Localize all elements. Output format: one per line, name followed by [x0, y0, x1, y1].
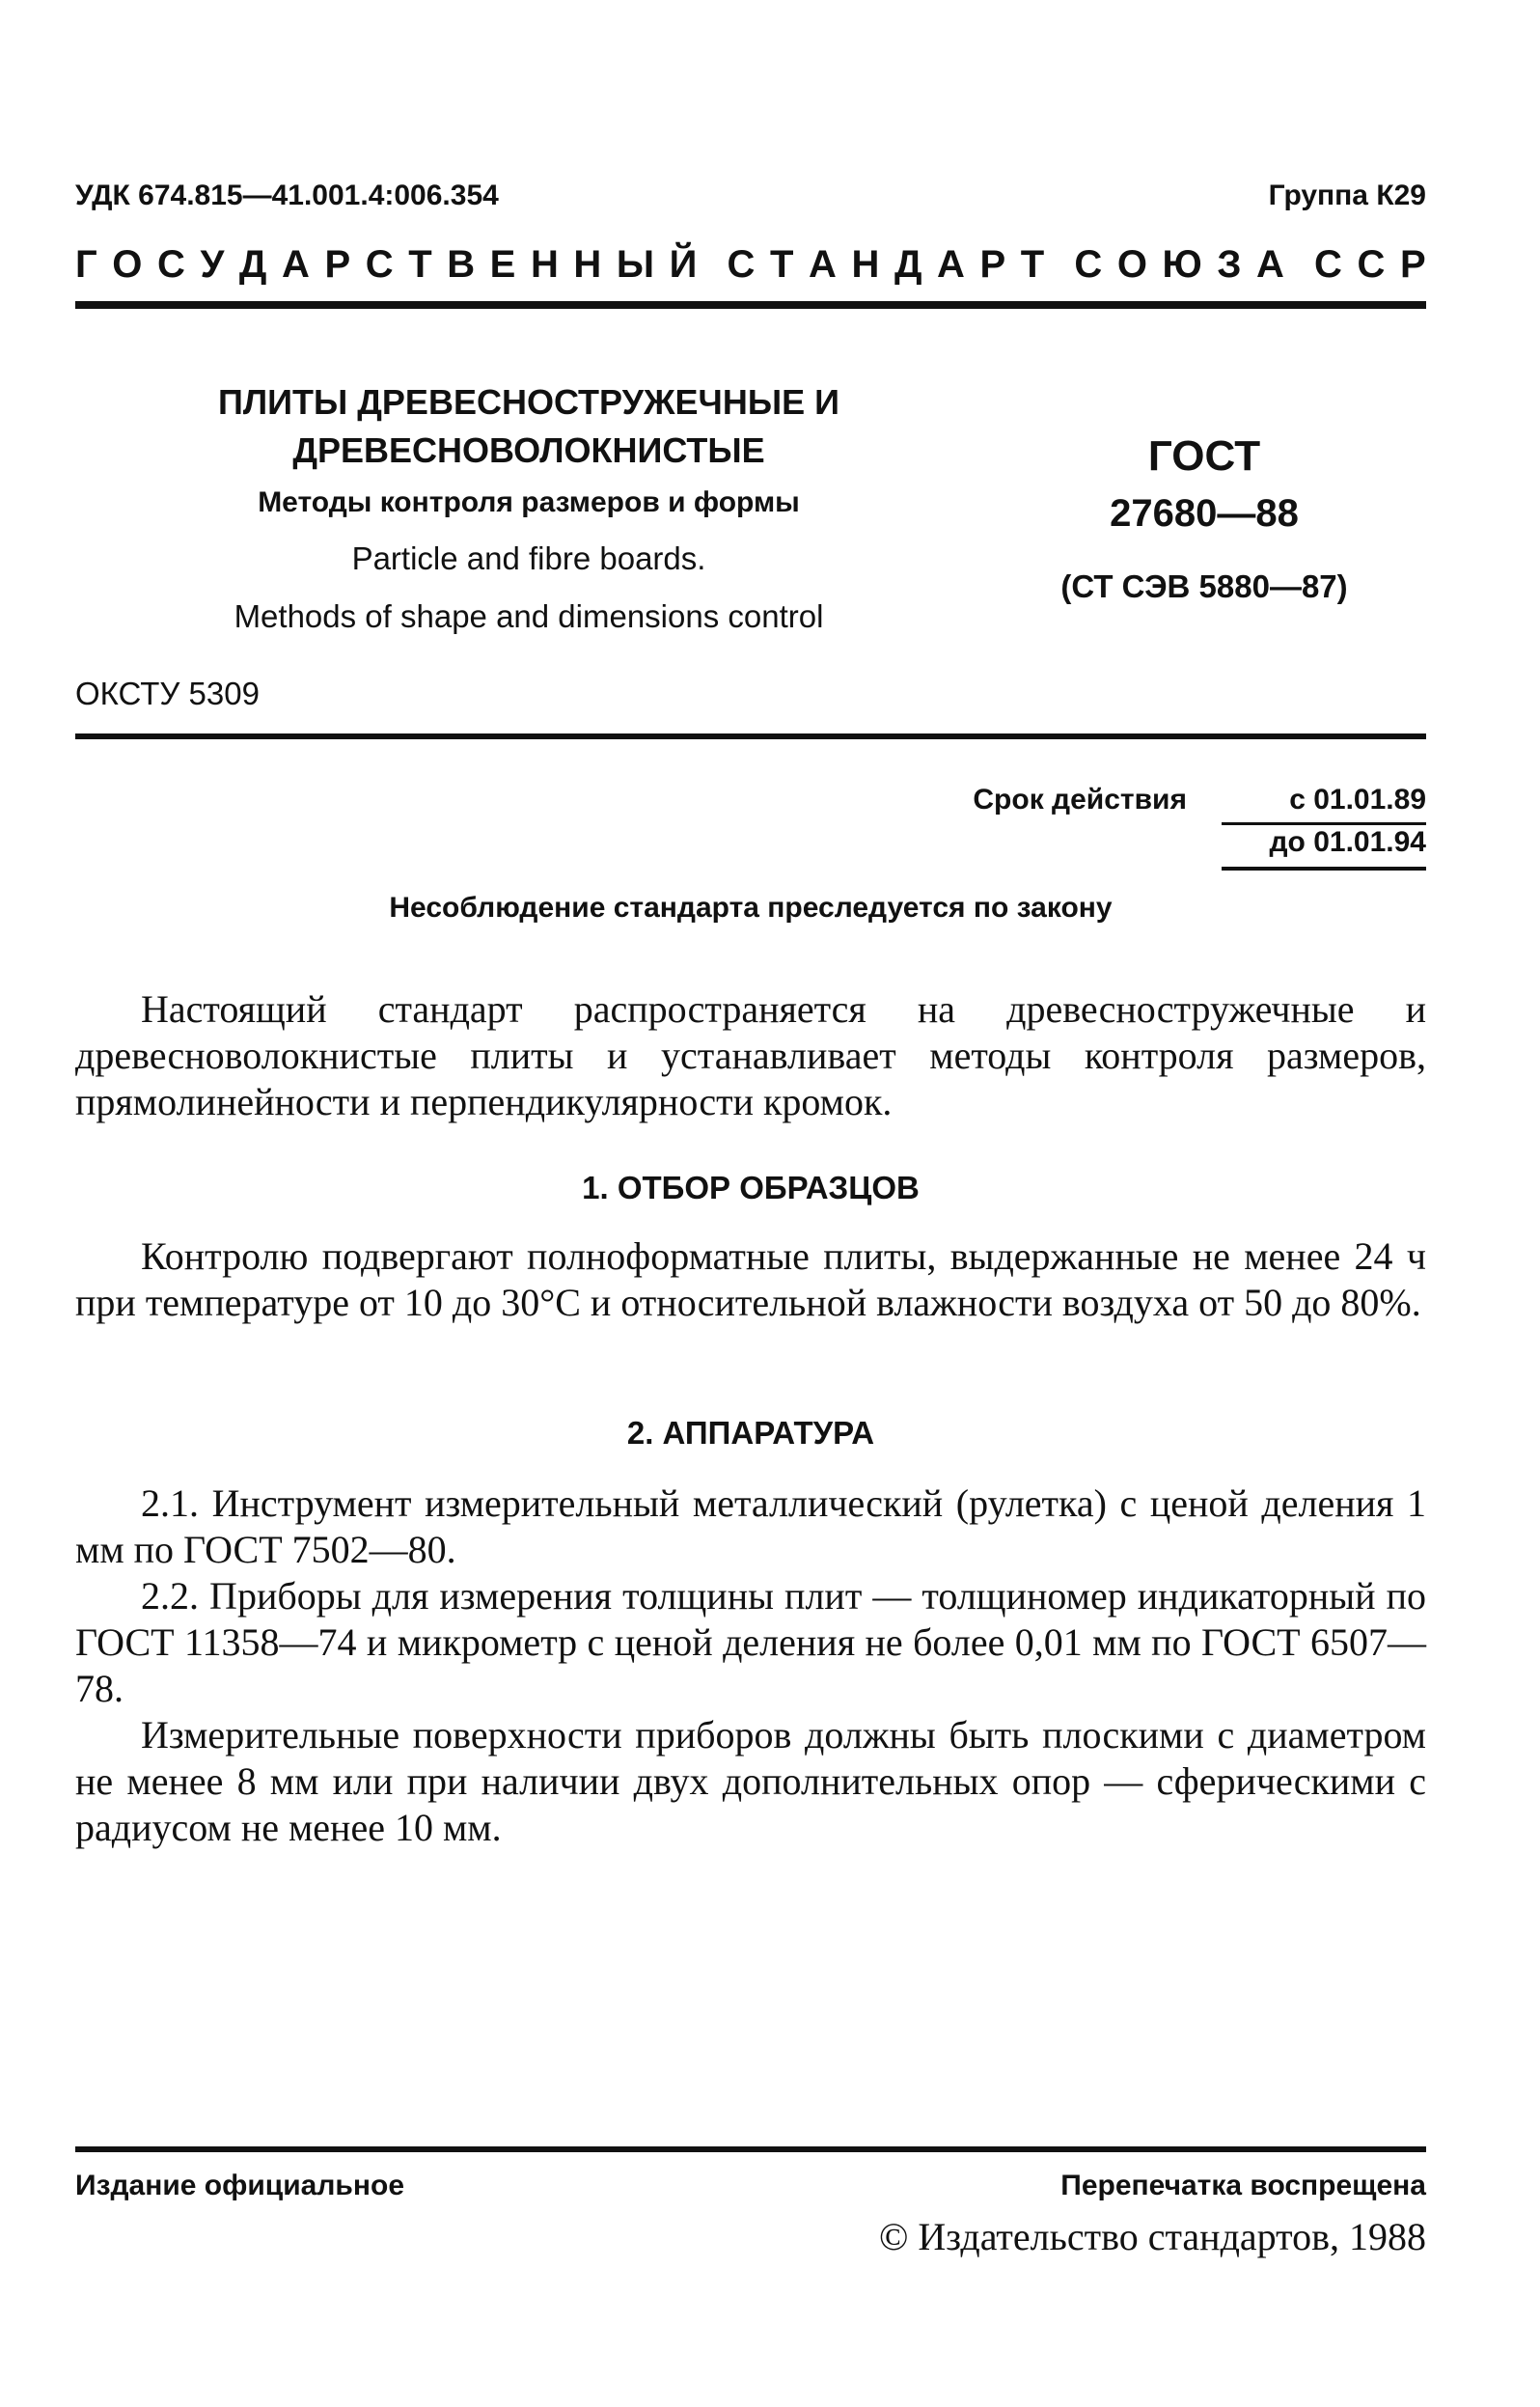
- validity-from: с 01.01.89: [1289, 784, 1426, 816]
- section-2-p1: 2.1. Инструмент измерительный металлический (рулетка) с ценой деления 1 мм по ГОСТ 7502—80.: [75, 1481, 1426, 1571]
- validity-label: Срок действия: [973, 784, 1187, 816]
- section-1-title: 1. ОТБОР ОБРАЗЦОВ: [582, 1170, 920, 1205]
- subtitle-ru: Методы контроля размеров и формы: [258, 486, 800, 518]
- footer-official-edition: Издание официальное: [75, 2170, 405, 2201]
- validity-line-2: [1222, 867, 1426, 871]
- okstu-rule: [75, 733, 1426, 739]
- validity-to: до 01.01.94: [1269, 826, 1426, 858]
- udk-code: УДК 674.815—41.001.4:006.354: [75, 180, 499, 211]
- section-1-body: [75, 1233, 1426, 1326]
- footer-rule: [75, 2146, 1426, 2152]
- gost-block: [1040, 432, 1368, 605]
- section-2-p3: Измерительные поверхности приборов должны быть плоскими с диаметром не менее 8 мм или при наличии двух дополнительных опор — сферическими с радиусом не менее 10 мм.: [75, 1713, 1426, 1849]
- gost-cmea: (СТ СЭВ 5880—87): [1060, 568, 1348, 604]
- validity-line-1: [1222, 822, 1426, 825]
- intro-text: Настоящий стандарт распространяется на древесностружечные и древесноволокнистые плиты и устанавливает методы контроля размеров, прямолинейности и перпендикулярности кромок.: [75, 987, 1426, 1123]
- title-ru-line2: ДРЕВЕСНОВОЛОКНИСТЫЕ: [292, 430, 765, 470]
- section-2-body: [75, 1480, 1426, 1851]
- title-en-line1: Particle and fibre boards.: [351, 540, 706, 576]
- okstu-code: ОКСТУ 5309: [75, 676, 260, 711]
- footer-reprint-prohibited: Перепечатка воспрещена: [1060, 2170, 1426, 2201]
- header-row: [75, 180, 1426, 218]
- group-code: Группа К29: [1268, 180, 1426, 211]
- document-page: [75, 0, 1426, 2407]
- copyright-line: © Издательство стандартов, 1988: [878, 2215, 1426, 2258]
- title-en-line2: Methods of shape and dimensions control: [234, 598, 824, 634]
- gost-number: 27680—88: [1110, 492, 1299, 535]
- section-2-title: 2. АППАРАТУРА: [626, 1415, 875, 1451]
- legal-notice: Несоблюдение стандарта преследуется по закону: [389, 892, 1113, 924]
- title-ru-line1: ПЛИТЫ ДРЕВЕСНОСТРУЖЕЧНЫЕ И: [218, 382, 839, 422]
- intro-paragraph: [75, 986, 1426, 1125]
- header-rule: [75, 301, 1426, 309]
- state-standard-heading: Г О С У Д А Р С Т В Е Н Н Ы Й С Т А Н Д А Р Т С О Ю З А С С Р: [75, 243, 1426, 286]
- validity-block: [847, 784, 1426, 880]
- title-block: [152, 378, 905, 635]
- section-2-p2: 2.2. Приборы для измерения толщины плит — толщиномер индикаторный по ГОСТ 11358—74 и микрометр с ценой деления не более 0,01 мм по ГОСТ 6507—78.: [75, 1574, 1426, 1710]
- gost-label: ГОСТ: [1147, 432, 1261, 480]
- section-1-text: Контролю подвергают полноформатные плиты, выдержанные не менее 24 ч при температуре от 10 до 30°С и относительной влажности воздуха от 50 до 80%.: [75, 1234, 1426, 1324]
